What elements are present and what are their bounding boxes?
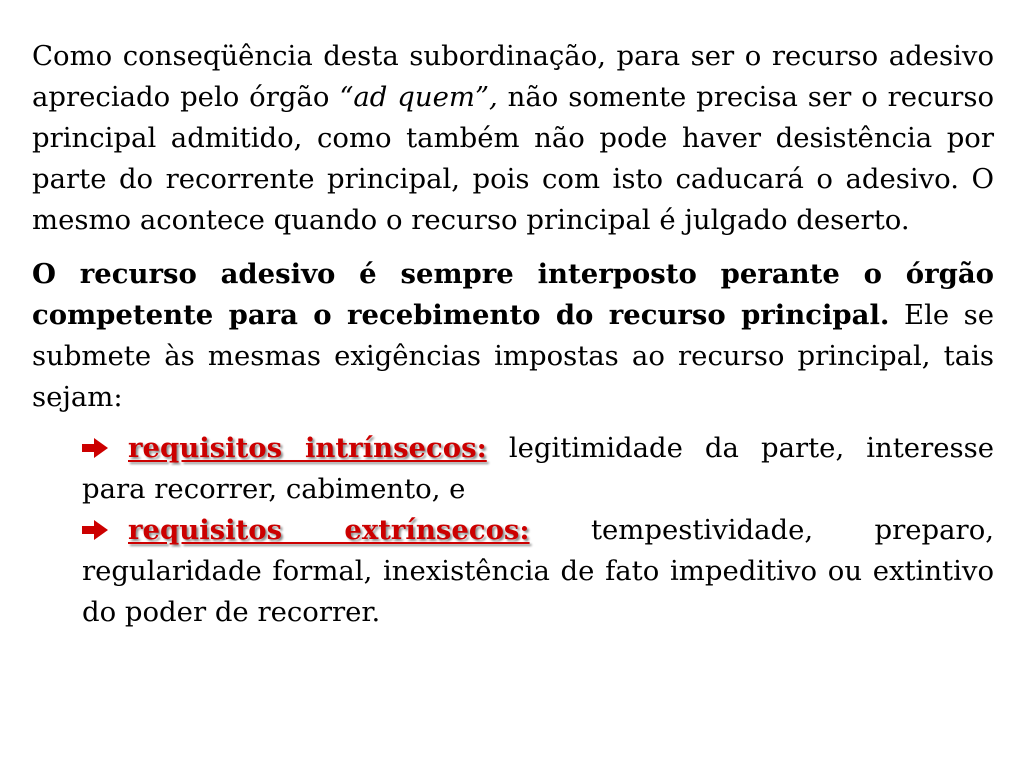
ad-quem-phrase: “ad quem”, <box>339 81 498 113</box>
paragraph-interposition <box>32 254 994 418</box>
arrow-right-icon <box>82 520 108 540</box>
paragraph-2-normal-text: Ele se submete às mesmas exigências impostas ao recurso principal, tais sejam: <box>32 299 995 413</box>
requirement-item-intrinsic <box>82 428 994 510</box>
slide-content <box>32 36 994 633</box>
arrow-right-icon <box>82 438 108 458</box>
requirement-item-extrinsic <box>82 510 994 633</box>
requirement-description: legitimidade da parte, interesse para recorrer, cabimento, e <box>82 432 994 505</box>
paragraph-2-bold-statement: O recurso adesivo é sempre interposto perante o órgão competente para o recebimento do recurso principal. <box>32 258 994 331</box>
paragraph-subordination <box>32 36 994 241</box>
requirements-list <box>82 428 994 633</box>
requirement-term: requisitos extrínsecos: <box>128 514 530 546</box>
requirement-description: tempestividade, preparo, regularidade formal, inexistência de fato impeditivo ou extintivo do poder de recorrer. <box>82 514 995 628</box>
requirement-term: requisitos intrínsecos: <box>128 432 487 464</box>
paragraph-1-text-after: não somente precisa ser o recurso principal admitido, como também não pode haver desistência por parte do recorrente principal, pois com isto caducará o adesivo. O mesmo acontece quando o recurso principal é julgado deserto. <box>32 81 994 236</box>
paragraph-1-text-before: Como conseqüência desta subordinação, para ser o recurso adesivo apreciado pelo órgão <box>32 40 994 113</box>
